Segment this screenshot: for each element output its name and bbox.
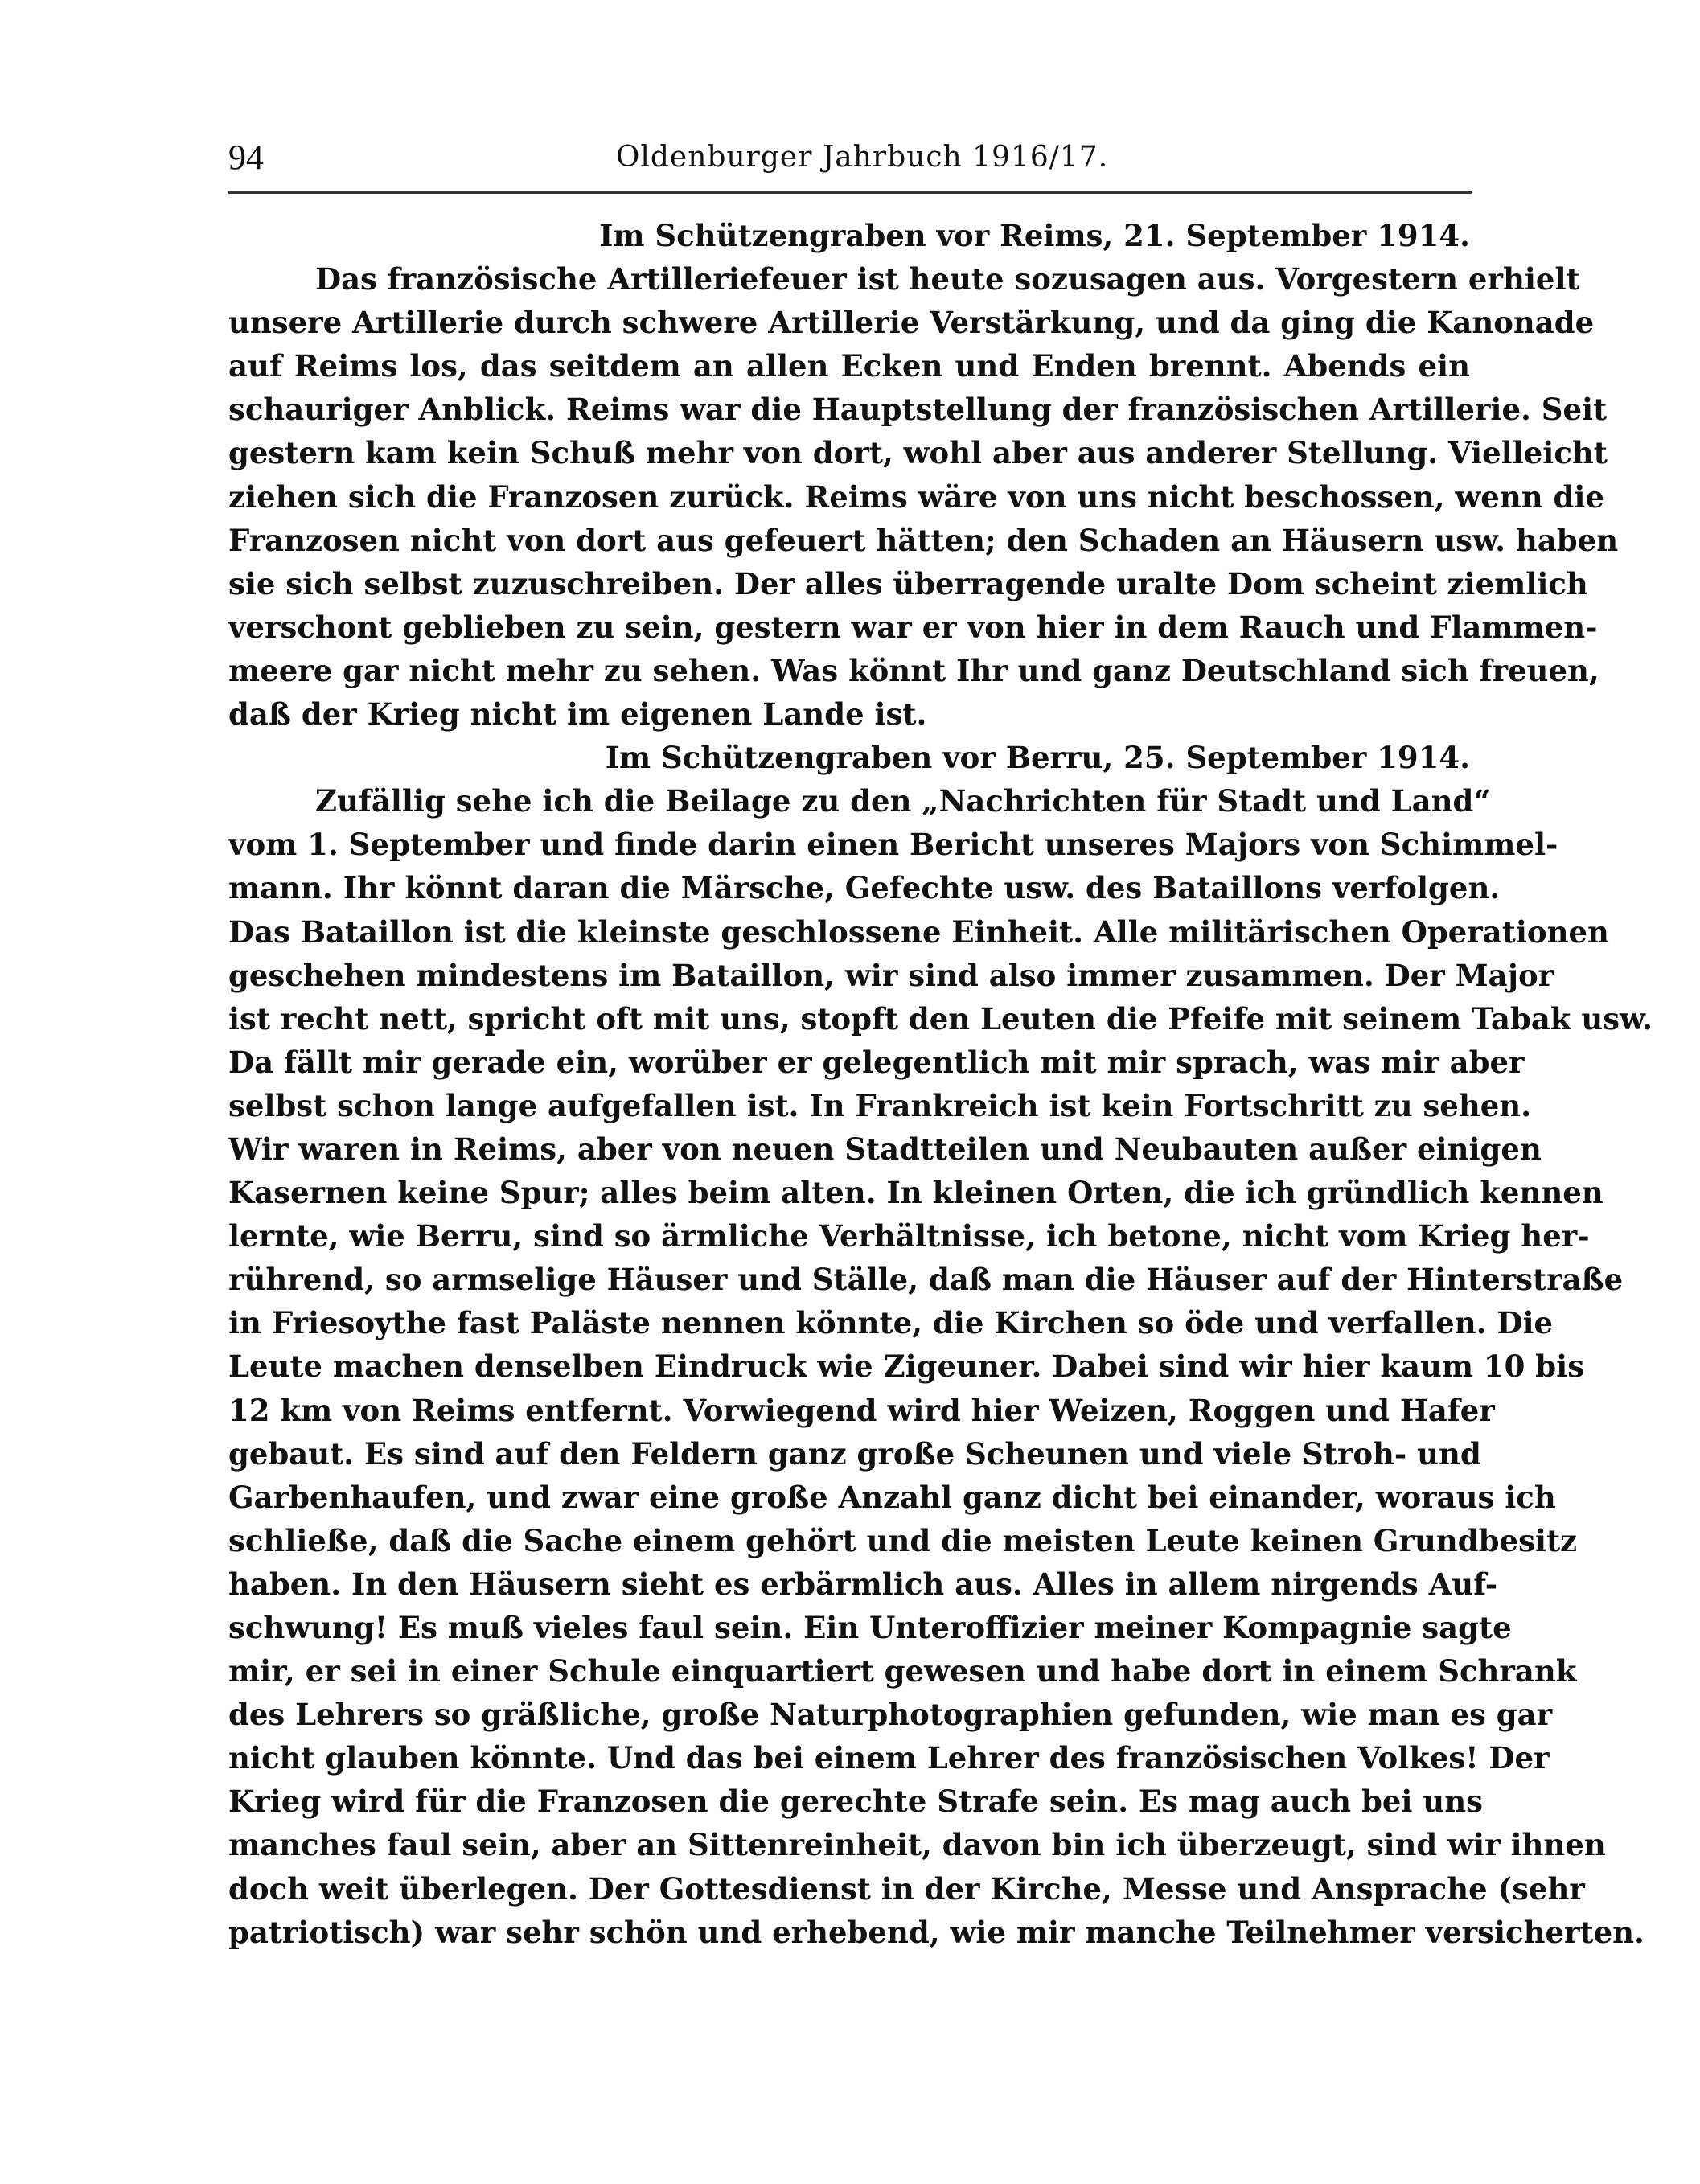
text-line: mann. Ihr könnt daran die Märsche, Gefechte usw. des Bataillons verfolgen. bbox=[228, 870, 1501, 906]
text-line: schwung! Es muß vieles faul sein. Ein Unteroffizier meiner Kompagnie sagte bbox=[228, 1610, 1512, 1645]
text-line: rührend, so armselige Häuser und Ställe, daß man die Häuser auf der Hinterstraße bbox=[228, 1262, 1624, 1298]
text-line: ziehen sich die Franzosen zurück. Reims wäre von uns nicht beschossen, wenn die bbox=[228, 478, 1604, 515]
text-line: Leute machen denselben Eindruck wie Zigeuner. Dabei sind wir hier kaum 10 bis bbox=[228, 1349, 1585, 1385]
text-line: vom 1. September und finde darin einen Bericht unseres Majors von Schimmel- bbox=[228, 827, 1558, 863]
text-line: daß der Krieg nicht im eigenen Lande ist. bbox=[228, 696, 927, 733]
text-line: Da fällt mir gerade ein, worüber er gelegentlich mit mir sprach, was mir aber bbox=[228, 1044, 1525, 1080]
text-line: Franzosen nicht von dort aus gefeuert hätten; den Schaden an Häusern usw. haben bbox=[228, 522, 1619, 558]
text-line: nicht glauben könnte. Und das bei einem Lehrer des französischen Volkes! Der bbox=[228, 1740, 1550, 1776]
header-rule bbox=[228, 191, 1472, 194]
text-line: verschont geblieben zu sein, gestern war er von hier in dem Rauch und Flammen- bbox=[228, 609, 1598, 645]
text-line: in Friesoythe fast Paläste nennen könnte, die Kirchen so öde und verfallen. Die bbox=[228, 1305, 1554, 1341]
text-line: lernte, wie Berru, sind so ärmliche Verhältnisse, ich betone, nicht vom Krieg her- bbox=[228, 1218, 1590, 1254]
text-line: Garbenhaufen, und zwar eine große Anzahl ganz dicht bei einander, woraus ich bbox=[228, 1479, 1556, 1515]
text-line: schauriger Anblick. Reims war die Hauptstellung der französischen Artillerie. Seit bbox=[228, 392, 1608, 428]
text-line: Wir waren in Reims, aber von neuen Stadtteilen und Neubauten außer einigen bbox=[228, 1131, 1542, 1167]
text-line: des Lehrers so gräßliche, große Naturphotographien gefunden, wie man es gar bbox=[228, 1697, 1553, 1733]
text-line: Kasernen keine Spur; alles beim alten. In kleinen Orten, die ich gründlich kennen bbox=[228, 1175, 1604, 1211]
letter-body bbox=[228, 214, 1653, 1954]
text-line: auf Reims los, das seitdem an allen Ecken und Enden brennt. Abends ein bbox=[228, 348, 1470, 384]
text-line: gebaut. Es sind auf den Feldern ganz große Scheunen und viele Stroh- und bbox=[228, 1435, 1481, 1472]
text-line: Das Bataillon ist die kleinste geschlossene Einheit. Alle militärischen Operationen bbox=[228, 913, 1609, 950]
text-line: mir, er sei in einer Schule einquartiert gewesen und habe dort in einem Schrank bbox=[228, 1653, 1577, 1689]
text-line: geschehen mindestens im Bataillon, wir sind also immer zusammen. Der Major bbox=[228, 957, 1554, 993]
text-line: Zufällig sehe ich die Beilage zu den „Nachrichten für Stadt und Land“ bbox=[315, 783, 1491, 819]
text-line: gestern kam kein Schuß mehr von dort, wohl aber aus anderer Stellung. Vielleicht bbox=[228, 435, 1608, 471]
letter-dateline: Im Schützengraben vor Reims, 21. September 1914. bbox=[599, 218, 1470, 253]
text-line: Krieg wird für die Franzosen die gerechte Strafe sein. Es mag auch bei uns bbox=[228, 1784, 1483, 1820]
text-line: sie sich selbst zuzuschreiben. Der alles überragende uralte Dom scheint ziemlich bbox=[228, 565, 1588, 601]
text-line: selbst schon lange aufgefallen ist. In Frankreich ist kein Fortschritt zu sehen. bbox=[228, 1087, 1532, 1123]
text-line: 12 km von Reims entfernt. Vorwiegend wird hier Weizen, Roggen und Hafer bbox=[228, 1392, 1495, 1428]
text-line: schließe, daß die Sache einem gehört und die meisten Leute keinen Grundbesitz bbox=[228, 1522, 1578, 1558]
text-line: patriotisch) war sehr schön und erhebend, wie mir manche Teilnehmer versicherten. bbox=[228, 1914, 1645, 1950]
text-line: doch weit überlegen. Der Gottesdienst in der Kirche, Messe und Ansprache (sehr bbox=[228, 1870, 1585, 1907]
text-line: haben. In den Häusern sieht es erbärmlich aus. Alles in allem nirgends Auf- bbox=[228, 1566, 1498, 1602]
text-line: unsere Artillerie durch schwere Artillerie Verstärkung, und da ging die Kanonade bbox=[228, 305, 1595, 341]
page-number: 94 bbox=[228, 138, 264, 177]
text-line: ist recht nett, spricht oft mit uns, stopft den Leuten die Pfeife mit seinem Tabak usw. bbox=[228, 1000, 1653, 1037]
text-line: Das französische Artilleriefeuer ist heute sozusagen aus. Vorgestern erhielt bbox=[315, 261, 1580, 298]
running-title: Oldenburger Jahrbuch 1916/17. bbox=[615, 141, 1109, 174]
letter-dateline: Im Schützengraben vor Berru, 25. September 1914. bbox=[605, 740, 1470, 776]
text-line: meere gar nicht mehr zu sehen. Was könnt Ihr und ganz Deutschland sich freuen, bbox=[228, 652, 1599, 688]
text-line: manches faul sein, aber an Sittenreinheit, davon bin ich überzeugt, sind wir ihnen bbox=[228, 1827, 1606, 1863]
